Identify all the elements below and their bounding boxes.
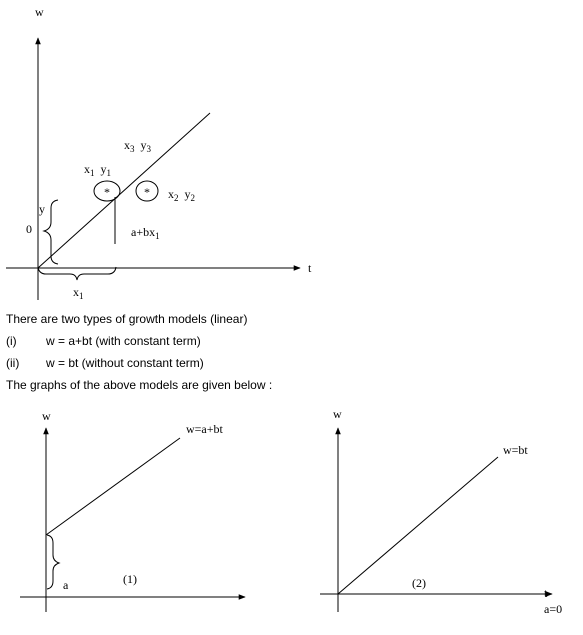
- item-text: w = a+bt (with constant term): [46, 334, 201, 348]
- right-figure: [320, 407, 562, 616]
- top-t-label: t: [308, 261, 312, 275]
- origin-zero-label: 0: [26, 222, 32, 236]
- item-marker: (ii): [6, 356, 20, 370]
- right-model-line: [338, 457, 498, 594]
- item-marker: (i): [6, 334, 17, 348]
- right-figure-number: (2): [412, 576, 426, 590]
- brace-y: [44, 200, 58, 264]
- left-intercept-brace: [47, 535, 59, 589]
- fitted-value-label: $a+bx_1$: [131, 225, 160, 241]
- point2-label: $x_2$ $y_2$: [168, 187, 195, 203]
- intro-text: There are two types of growth models (linear): [6, 312, 248, 326]
- top-figure: [6, 5, 312, 301]
- right-w-label: w: [333, 407, 342, 421]
- left-intercept-label: a: [63, 578, 69, 592]
- outro-text: The graphs of the above models are given below :: [6, 378, 273, 392]
- item-text: w = bt (without constant term): [46, 356, 204, 370]
- point1-star: *: [104, 185, 110, 199]
- brace-x1: [38, 267, 116, 280]
- left-w-label: w: [42, 409, 51, 423]
- point1-label: $x_1$ $y_1$: [84, 162, 111, 178]
- point2-star: *: [144, 185, 150, 199]
- right-line-label: w=bt: [503, 443, 528, 457]
- right-t-label: t: [544, 586, 548, 600]
- left-figure-number: (1): [123, 572, 137, 586]
- left-line-label: w=a+bt: [186, 422, 223, 436]
- top-w-label: w: [35, 5, 44, 19]
- right-condition-label: a=0: [544, 602, 563, 616]
- brace-x1-label: $x_1$: [73, 285, 84, 301]
- left-model-line: [46, 438, 180, 535]
- brace-y-label: y: [39, 202, 45, 216]
- point3-label: $x_3$ $y_3$: [124, 138, 151, 154]
- left-figure: [20, 409, 245, 612]
